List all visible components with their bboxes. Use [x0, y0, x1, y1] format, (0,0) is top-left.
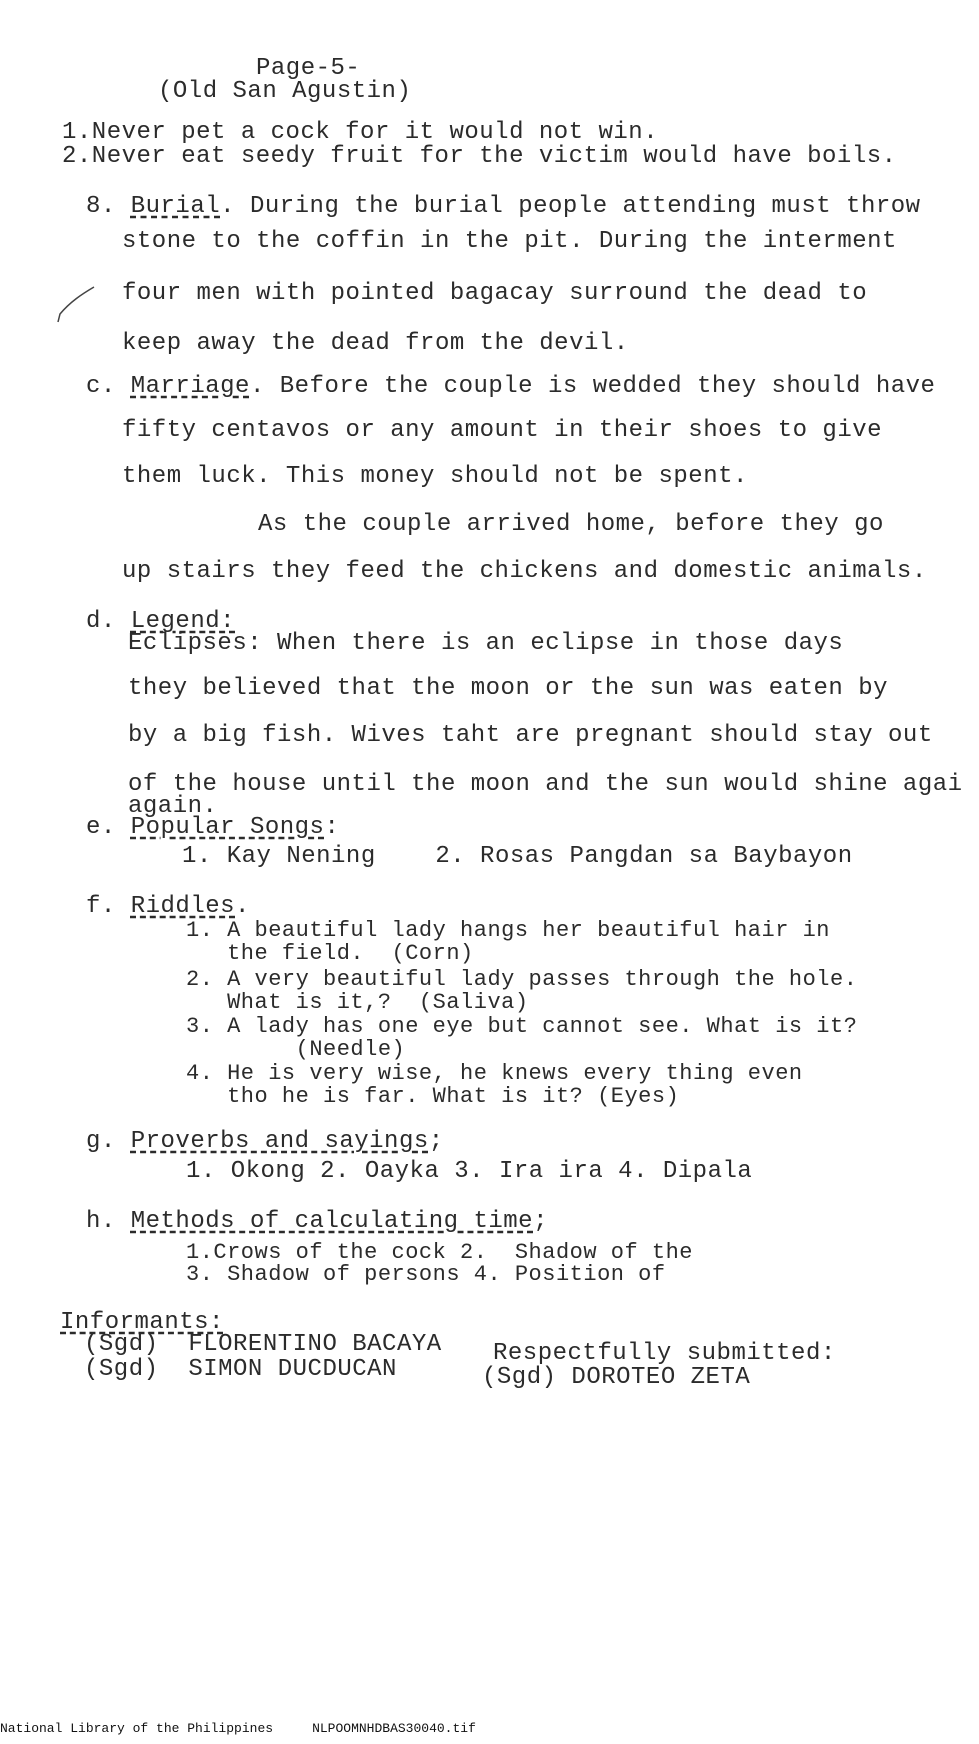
- riddle-line-2: the field. (Corn): [186, 941, 474, 966]
- riddles-dot: .: [235, 893, 250, 920]
- songs-letter: e.: [86, 814, 116, 841]
- songs-colon: :: [324, 814, 340, 841]
- time-title: Methods of calculating time: [130, 1208, 534, 1235]
- marriage-letter: c.: [86, 373, 116, 400]
- riddles-letter: f.: [86, 893, 116, 920]
- archive-file: NLPOOMNHDBAS30040.tif: [312, 1721, 476, 1736]
- archive-source: National Library of the Philippines: [0, 1721, 274, 1736]
- riddle-line-3: 2. A very beautiful lady passes through the hole.: [186, 967, 858, 992]
- time-section: [86, 1210, 548, 1234]
- riddle-line-8: tho he is far. What is it? (Eyes): [186, 1084, 680, 1109]
- proverbs-letter: g.: [86, 1128, 116, 1155]
- marriage-line-2: fifty centavos or any amount in their shoes to give: [122, 417, 883, 444]
- burial-line-1: . During the burial people attending must throw: [220, 193, 921, 220]
- riddle-line-4: What is it,? (Saliva): [186, 990, 529, 1015]
- archive-footer: [0, 1721, 476, 1736]
- pen-check-mark: [54, 284, 98, 324]
- submitted-label: Respectfully submitted:: [493, 1340, 836, 1367]
- legend-letter: d.: [86, 608, 116, 635]
- burial-title: Burial: [130, 193, 221, 220]
- time-line-2: 3. Shadow of persons 4. Position of: [186, 1262, 666, 1287]
- informant-1: (Sgd) FLORENTINO BACAYA: [84, 1331, 442, 1358]
- submitted-name: (Sgd) DOROTEO ZETA: [482, 1364, 751, 1391]
- proverbs-list: 1. Okong 2. Oayka 3. Ira ira 4. Dipala: [186, 1158, 753, 1185]
- legend-line-1: Eclipses: When there is an eclipse in those days: [128, 630, 844, 657]
- riddle-line-7: 4. He is very wise, he knews every thing even: [186, 1061, 803, 1086]
- marriage-line-4: As the couple arrived home, before they go: [258, 511, 884, 538]
- legend-line-5: again.: [128, 793, 218, 820]
- legend-title: Legend:: [130, 608, 236, 635]
- songs-title: Popular Songs: [130, 814, 325, 841]
- marriage-title: Marriage: [130, 373, 250, 400]
- riddle-line-6: (Needle): [186, 1037, 406, 1062]
- proverbs-section: [86, 1130, 444, 1154]
- time-letter: h.: [86, 1208, 116, 1235]
- songs-list: 1. Kay Nening 2. Rosas Pangdan sa Baybayon: [182, 843, 853, 870]
- marriage-line-3: them luck. This money should not be spent.: [122, 463, 748, 490]
- marriage-line-5: up stairs they feed the chickens and domestic animals.: [122, 558, 927, 585]
- burial-line-2: stone to the coffin in the pit. During the interment: [122, 228, 897, 255]
- burial-line-3: four men with pointed bagacay surround the dead to: [122, 280, 868, 307]
- legend-line-4: of the house until the moon and the sun would shine agai: [128, 771, 963, 798]
- riddle-line-5: 3. A lady has one eye but cannot see. What is it?: [186, 1014, 858, 1039]
- place-heading: (Old San Agustin): [158, 78, 412, 105]
- marriage-section: [86, 375, 935, 399]
- informants-label: Informants:: [60, 1309, 224, 1336]
- riddles-title: Riddles: [130, 893, 236, 920]
- legend-line-3: by a big fish. Wives taht are pregnant should stay out: [128, 722, 933, 749]
- belief-line-2: 2.Never eat seedy fruit for the victim would have boils.: [62, 143, 897, 170]
- informant-2: (Sgd) SIMON DUCDUCAN: [84, 1356, 397, 1383]
- time-line-1: 1.Crows of the cock 2. Shadow of the: [186, 1240, 693, 1265]
- legend-line-2: they believed that the moon or the sun was eaten by: [128, 675, 889, 702]
- belief-line-1: 1.Never pet a cock for it would not win.: [62, 119, 659, 146]
- page-number: Page-5-: [256, 55, 361, 82]
- songs-section: [86, 816, 339, 840]
- proverbs-title: Proverbs and sayings: [130, 1128, 429, 1155]
- marriage-line-1: . Before the couple is wedded they should have: [249, 373, 936, 400]
- riddle-line-1: 1. A beautiful lady hangs her beautiful hair in: [186, 918, 831, 943]
- burial-letter: 8.: [86, 193, 116, 220]
- burial-section: [86, 195, 921, 219]
- proverbs-colon: ;: [428, 1128, 444, 1155]
- riddles-section: [86, 895, 250, 919]
- time-colon: ;: [533, 1208, 548, 1235]
- burial-line-4: keep away the dead from the devil.: [122, 330, 629, 357]
